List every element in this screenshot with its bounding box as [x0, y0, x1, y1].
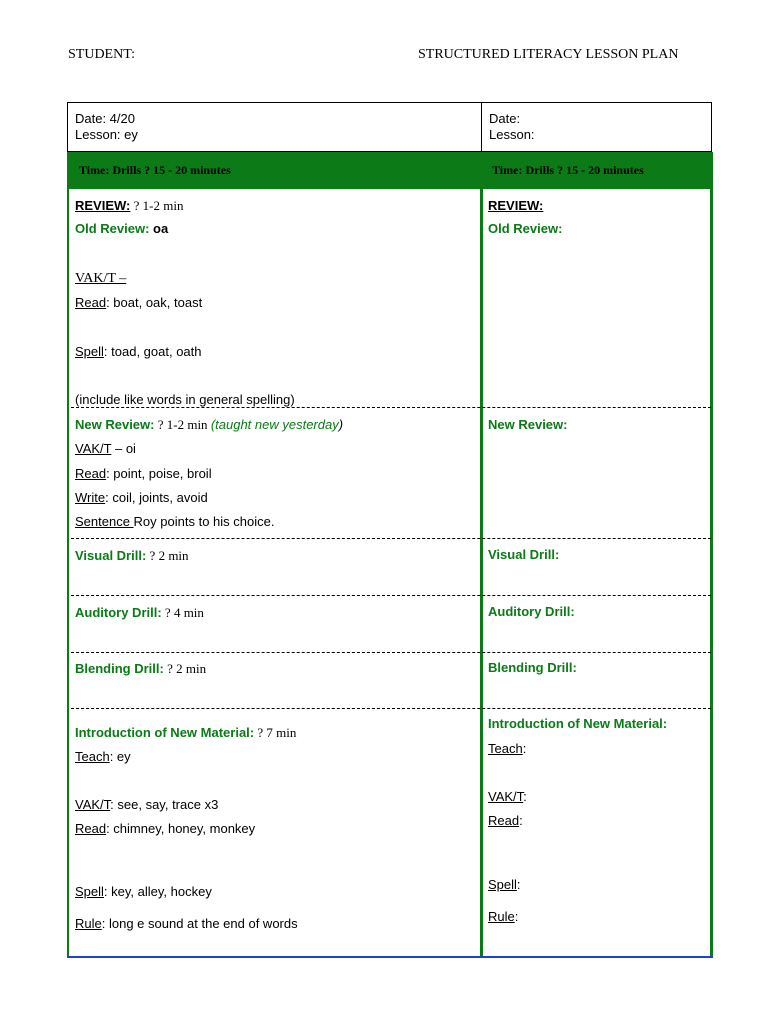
new-review-note: (taught new yesterday	[210, 417, 339, 432]
left-review-line	[75, 198, 183, 214]
bottom-border	[67, 956, 713, 958]
left-spell3-line	[75, 884, 212, 900]
row-divider	[71, 538, 711, 539]
left-date-lesson	[75, 111, 138, 143]
right-intro-label: Introduction of New Material:	[488, 716, 668, 731]
old-review-label: Old Review:	[75, 221, 150, 236]
vakt3-value: : see, say, trace x3	[110, 797, 219, 812]
visual-drill-time: ? 2 min	[146, 548, 189, 563]
right-review-title: REVIEW:	[488, 198, 544, 213]
date-lesson-row	[67, 102, 712, 152]
left-write-line	[75, 490, 208, 506]
left-time-header: Time: Drills ? 15 - 20 minutes	[79, 163, 231, 177]
vakt2-label: VAK/T	[75, 441, 112, 456]
auditory-drill-label: Auditory Drill:	[75, 605, 162, 620]
right-time-header: Time: Drills ? 15 - 20 minutes	[492, 163, 644, 177]
lesson-plan-table	[67, 102, 713, 958]
right-lesson: Lesson:	[489, 127, 535, 142]
right-read-colon: :	[519, 813, 523, 828]
spell-value: : toad, goat, oath	[103, 344, 202, 359]
write-value: : coil, joints, avoid	[105, 490, 208, 505]
spell3-value: : key, alley, hockey	[103, 884, 212, 899]
left-vakt2-line	[75, 441, 136, 457]
right-spell-line	[488, 877, 521, 893]
right-auditory-drill-label: Auditory Drill:	[488, 604, 575, 619]
left-spell-line	[75, 344, 202, 360]
left-sentence-line	[75, 514, 274, 530]
rule-value: : long e sound at the end of words	[101, 916, 298, 931]
rule-label: Rule	[75, 916, 102, 931]
new-review-label: New Review:	[75, 417, 155, 432]
spelling-note: (include like words in general spelling)	[75, 392, 295, 407]
right-read-label: Read	[488, 813, 520, 828]
left-auditory-drill	[75, 605, 204, 621]
sentence-value: Roy points to his choice.	[133, 514, 275, 529]
right-date-lesson	[489, 111, 535, 143]
row-divider	[71, 708, 711, 709]
read3-value: : chimney, honey, monkey	[106, 821, 256, 836]
review-title: REVIEW:	[75, 198, 131, 213]
vakt3-label: VAK/T	[75, 797, 111, 812]
spell-label: Spell	[75, 344, 104, 359]
right-rule-label: Rule	[488, 909, 515, 924]
row-divider	[71, 652, 711, 653]
left-visual-drill	[75, 548, 189, 564]
visual-drill-label: Visual Drill:	[75, 548, 147, 563]
review-time: ? 1-2 min	[130, 198, 184, 213]
read2-value: : point, poise, broil	[106, 466, 212, 481]
old-review-value: oa	[149, 221, 169, 236]
column-divider	[481, 103, 482, 151]
right-visual-drill-label: Visual Drill:	[488, 547, 560, 562]
left-blending-drill	[75, 661, 206, 677]
right-spell-label: Spell	[488, 877, 517, 892]
right-read-line	[488, 813, 523, 829]
left-rule-line	[75, 916, 298, 932]
right-date: Date:	[489, 111, 521, 126]
left-read2-line	[75, 466, 212, 482]
right-vakt-line	[488, 789, 527, 805]
left-read3-line	[75, 821, 255, 837]
left-border	[67, 189, 69, 958]
student-label: STUDENT:	[68, 47, 135, 62]
read-label: Read	[75, 295, 107, 310]
left-vakt3-line	[75, 797, 218, 813]
spell3-label: Spell	[75, 884, 104, 899]
right-rule-line	[488, 909, 518, 925]
teach-value: : ey	[109, 749, 131, 764]
new-review-time: ? 1-2 min	[154, 417, 211, 432]
left-new-review-line	[75, 417, 343, 433]
right-vakt-label: VAK/T	[488, 789, 524, 804]
right-teach-label: Teach	[488, 741, 523, 756]
right-spell-colon: :	[516, 877, 521, 892]
blending-drill-time: ? 2 min	[163, 661, 207, 676]
vakt-title: VAK/T –	[75, 271, 127, 286]
teach-label: Teach	[75, 749, 110, 764]
intro-label: Introduction of New Material:	[75, 725, 255, 740]
right-rule-colon: :	[514, 909, 519, 924]
read2-label: Read	[75, 466, 107, 481]
vakt2-value: – oi	[111, 441, 136, 456]
auditory-drill-time: ? 4 min	[161, 605, 204, 620]
row-divider	[71, 595, 711, 596]
read-value: : boat, oak, toast	[106, 295, 203, 310]
right-vakt-colon: :	[523, 789, 527, 804]
left-read-line	[75, 295, 202, 311]
right-teach-line	[488, 741, 526, 757]
left-old-review-line	[75, 221, 168, 237]
write-label: Write	[75, 490, 106, 505]
right-new-review-label: New Review:	[488, 417, 568, 432]
new-review-paren: )	[338, 417, 344, 432]
right-old-review-label: Old Review:	[488, 221, 563, 236]
right-teach-colon: :	[522, 741, 527, 756]
document-title: STRUCTURED LITERACY LESSON PLAN	[418, 47, 679, 62]
left-lesson: Lesson: ey	[75, 127, 138, 142]
middle-border	[480, 189, 483, 958]
intro-time: ? 7 min	[254, 725, 297, 740]
sentence-label: Sentence	[75, 514, 134, 529]
left-intro-line	[75, 725, 296, 741]
left-teach-line	[75, 749, 131, 765]
left-date: Date: 4/20	[75, 111, 135, 126]
read3-label: Read	[75, 821, 107, 836]
blending-drill-label: Blending Drill:	[75, 661, 164, 676]
right-blending-drill-label: Blending Drill:	[488, 660, 577, 675]
right-border	[710, 189, 713, 958]
